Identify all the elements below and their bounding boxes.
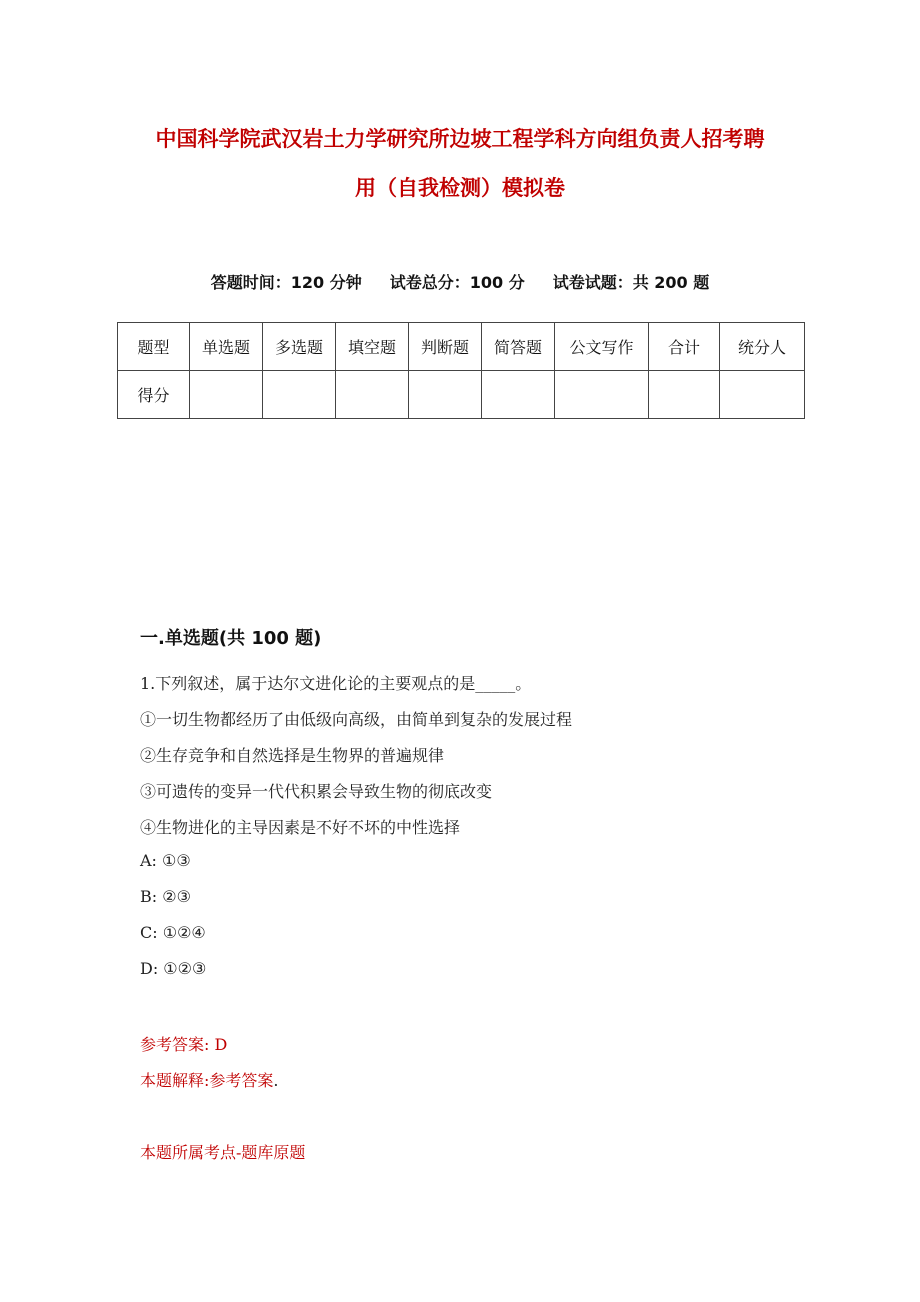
score-table-header-cell: 单选题 — [190, 323, 263, 371]
score-cell — [720, 371, 805, 419]
score-table-header-cell: 公文写作 — [555, 323, 649, 371]
question-source: 本题所属考点-题库原题 — [140, 1143, 306, 1162]
score-table-header-cell: 简答题 — [482, 323, 555, 371]
exam-time: 答题时间：120 分钟 — [210, 273, 362, 292]
exam-total-questions: 试卷试题：共 200 题 — [552, 273, 710, 292]
explanation-dot: . — [273, 1071, 279, 1090]
score-cell — [263, 371, 336, 419]
question-statement: ③可遗传的变异一代代积累会导致生物的彻底改变 — [140, 782, 493, 801]
explanation-label: 本题解释:参考答案 — [140, 1071, 274, 1090]
question-stem: 1.下列叙述，属于达尔文进化论的主要观点的是_____。 — [140, 674, 532, 693]
score-table-header-cell: 多选题 — [263, 323, 336, 371]
question-statement: ①一切生物都经历了由低级向高级，由简单到复杂的发展过程 — [140, 710, 573, 729]
score-cell — [482, 371, 555, 419]
answer-option-b: B: ②③ — [140, 887, 191, 906]
score-table-score-row — [118, 371, 805, 419]
question-statement: ②生存竞争和自然选择是生物界的普遍规律 — [140, 746, 445, 765]
exam-info — [0, 270, 920, 293]
score-table — [117, 322, 805, 419]
score-cell — [409, 371, 482, 419]
exam-total-score: 试卷总分：100 分 — [389, 273, 525, 292]
reference-answer: 参考答案: D — [140, 1035, 228, 1054]
answer-option-a: A: ①③ — [140, 851, 191, 870]
document-title-line-1: 中国科学院武汉岩土力学研究所边坡工程学科方向组负责人招考聘 — [155, 127, 765, 151]
score-table-header-cell: 判断题 — [409, 323, 482, 371]
question-statement: ④生物进化的主导因素是不好不坏的中性选择 — [140, 818, 461, 837]
score-cell — [336, 371, 409, 419]
score-table-header-cell: 合计 — [649, 323, 720, 371]
answer-option-c: C: ①②④ — [140, 923, 206, 942]
answer-option-d: D: ①②③ — [140, 959, 207, 978]
score-row-label: 得分 — [118, 371, 190, 419]
score-table-header-cell: 题型 — [118, 323, 190, 371]
score-cell — [649, 371, 720, 419]
score-table-header-cell: 填空题 — [336, 323, 409, 371]
explanation — [140, 1068, 279, 1091]
score-cell — [190, 371, 263, 419]
document-title-line-2: 用（自我检测）模拟卷 — [355, 176, 565, 200]
score-table-header-row — [118, 323, 805, 371]
section-title: 一.单选题(共 100 题) — [140, 628, 322, 649]
score-cell — [555, 371, 649, 419]
score-table-header-cell: 统分人 — [720, 323, 805, 371]
